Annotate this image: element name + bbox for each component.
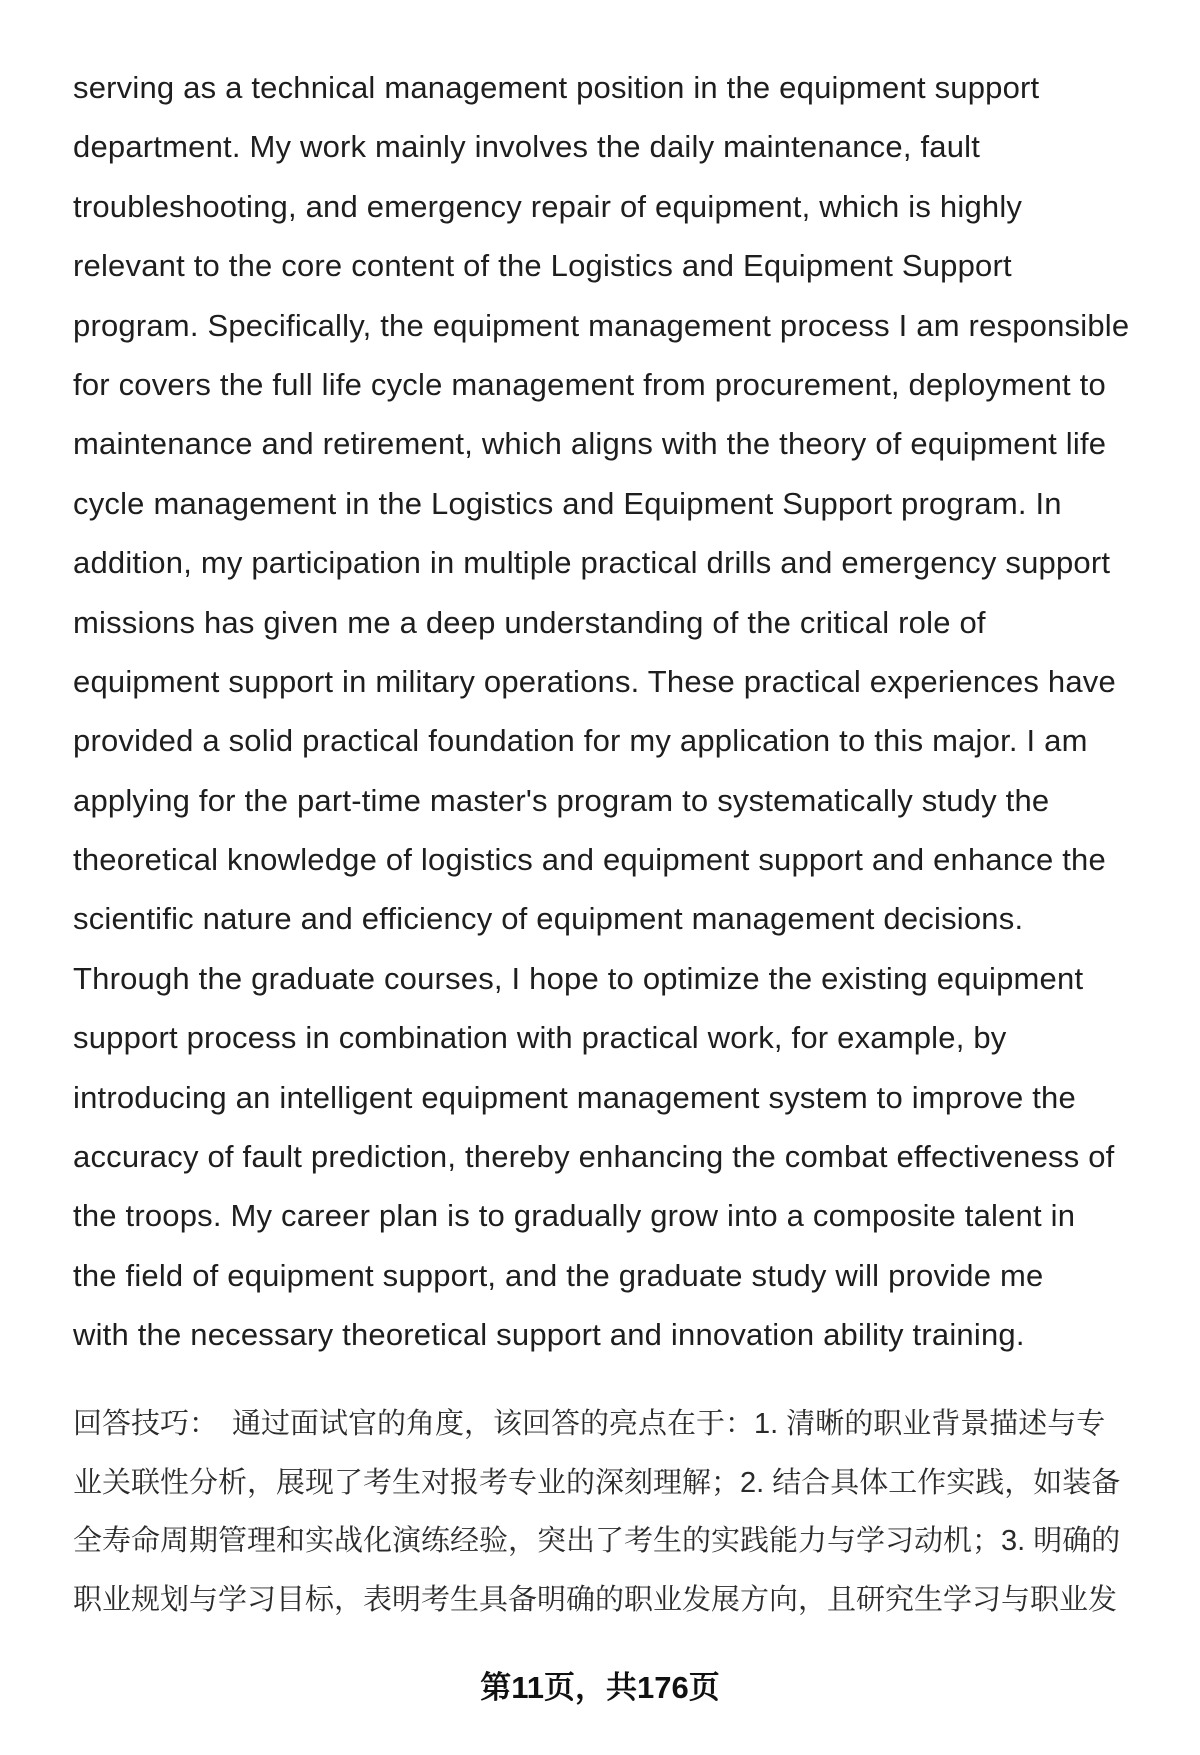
answer-paragraph — [73, 58, 1163, 1365]
answer-line: introducing an intelligent equipment management system to improve the — [73, 1079, 1076, 1115]
answer-line: applying for the part-time master's program to systematically study the — [73, 782, 1050, 818]
answer-line: accuracy of fault prediction, thereby enhancing the combat effectiveness of — [73, 1139, 1115, 1175]
answer-line: scientific nature and efficiency of equipment management decisions. — [73, 901, 1024, 937]
tips-line — [73, 1395, 1163, 1454]
answer-line: cycle management in the Logistics and Equipment Support program. In — [73, 485, 1062, 521]
answer-tips-paragraph — [73, 1395, 1163, 1629]
answer-line: with the necessary theoretical support and innovation ability training. — [73, 1317, 1025, 1353]
answer-line: program. Specifically, the equipment management process I am responsible — [73, 307, 1130, 343]
tips-line: 业关联性分析，展现了考生对报考专业的深刻理解；2. 结合具体工作实践，如装备 — [73, 1466, 1121, 1499]
tips-label: 回答技巧： — [73, 1408, 219, 1440]
answer-line: support process in combination with practical work, for example, by — [73, 1020, 1007, 1056]
answer-line: serving as a technical management position in the equipment support — [73, 70, 1040, 105]
tips-line: 职业规划与学习目标，表明考生具备明确的职业发展方向，且研究生学习与职业发 — [73, 1583, 1118, 1616]
answer-line: provided a solid practical foundation for my application to this major. I am — [73, 723, 1088, 759]
answer-line: equipment support in military operations. These practical experiences have — [73, 663, 1116, 699]
page-number-footer: 第11页，共176页 — [480, 1670, 720, 1705]
answer-line: department. My work mainly involves the daily maintenance, fault — [73, 129, 981, 165]
answer-line: Through the graduate courses, I hope to optimize the existing equipment — [73, 960, 1084, 996]
answer-line: maintenance and retirement, which aligns with the theory of equipment life — [73, 426, 1107, 462]
answer-line: for covers the full life cycle management from procurement, deployment to — [73, 366, 1106, 402]
answer-line: theoretical knowledge of logistics and equipment support and enhance the — [73, 842, 1106, 878]
tips-line: 全寿命周期管理和实战化演练经验，突出了考生的实践能力与学习动机；3. 明确的 — [73, 1525, 1121, 1558]
answer-line: the field of equipment support, and the graduate study will provide me — [73, 1257, 1044, 1293]
answer-line: missions has given me a deep understanding of the critical role of — [73, 604, 986, 640]
answer-line: relevant to the core content of the Logistics and Equipment Support — [73, 248, 1012, 284]
answer-line: the troops. My career plan is to gradually grow into a composite talent in — [73, 1198, 1076, 1234]
tips-line-text: 通过面试官的角度，该回答的亮点在于：1. 清晰的职业背景描述与专 — [232, 1408, 1106, 1440]
answer-line: troubleshooting, and emergency repair of equipment, which is highly — [73, 188, 1023, 224]
answer-line: addition, my participation in multiple practical drills and emergency support — [73, 545, 1111, 581]
